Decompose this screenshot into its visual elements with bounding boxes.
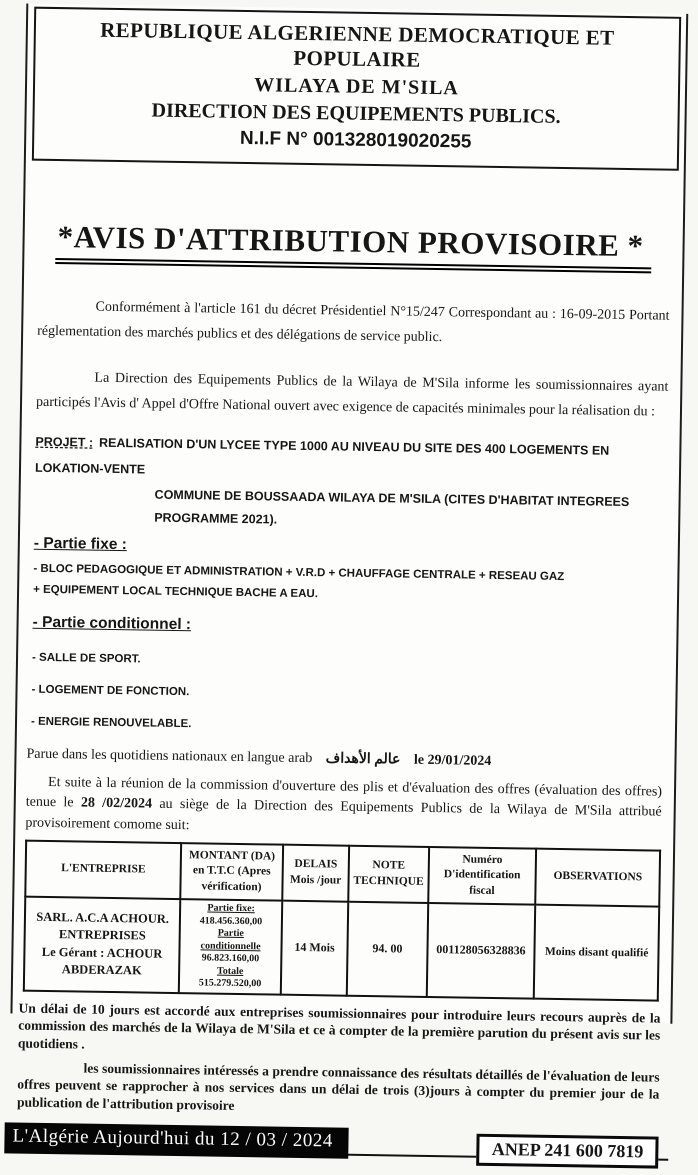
publication-text: Parue dans les quotidiens nationaux en langue arab [26,746,313,767]
project-section [34,429,667,539]
paragraph-announcement: La Direction des Equipements Publics de la Wilaya de M'Sila informe les soumissionnaires ayant participés l'Avis d' Appel d'Offre National ouvert avec exigence de capacités minimales pour la réalisation du : [35,370,669,419]
project-label: PROJET : [35,434,94,450]
col-header-nif: Numéro D'identification fiscal [428,847,537,905]
newspaper-name-arabic: عالم الأهداف [325,751,401,768]
montant-totale-label: Totale [216,965,244,977]
montant-partie-fixe-value: 418.456.360,00 [199,915,263,927]
evaluation-paragraph: Et suite à la réunion de la commission d'ouverture des plis et d'évaluation des offres (évaluation des offres) tenue le 28 /02/2024 au siège de la Direction des Equipements Publics de la Wilaya de M'Sila attribué provisoirement comome suit: [25,774,663,833]
table-row [24,897,659,1001]
project-line2: COMMUNE DE BOUSSAADA WILAYA DE M'SILA (CITES D'HABITAT INTEGREES PROGRAMME 2021). [154,487,630,527]
partie-conditionnelle-item: - LOGEMENT DE FONCTION. [31,683,190,699]
montant-totale-value: 515.279.520,00 [198,977,262,990]
cell-delais: 14 Mois [281,901,349,996]
col-header-delais: DELAIS Mois /jour [282,845,349,902]
project-title: REALISATION D'UN LYCEE TYPE 1000 AU NIVEAU DU SITE DES 400 LOGEMENTS EN LOKATION-VENTE [34,435,610,477]
cell-nif: 001128056328836 [426,903,535,999]
project-line1 [35,429,668,491]
partie-fixe-item: - BLOC PEDAGOGIQUE ET ADMINISTRATION + V.R.D + CHAUFFAGE CENTRALE + RESEAU GAZ [33,562,565,584]
partie-conditionnelle-item: - ENERGIE RENOUVELABLE. [30,715,192,731]
montant-partie-fixe-label: Partie fixe: [207,902,255,915]
cell-montant [179,899,282,995]
partie-fixe-heading: - Partie fixe : [33,534,127,554]
montant-partie-conditionnelle-value: 96.823.160,00 [201,952,260,965]
col-header-note-technique: NOTE TECHNIQUE [349,846,429,903]
recours-paragraph-1: Un délai de 10 jours est accordé aux entreprises soumissionnaires pour introduire leurs recours auprès de la commission des marchés de la Wilaya de M'Sila et ce à compter de la première parution du présent avis sur les quotidiens . [17,1000,661,1052]
award-table [23,840,661,1002]
document-title: *AVIS D'ATTRIBUTION PROVISOIRE * [24,219,682,265]
partie-conditionnelle-heading: - Partie conditionnel : [32,613,192,634]
footer [10,1123,669,1175]
letterhead-country: REPUBLIQUE ALGERIENNE DEMOCRATIQUE ET POPULAIRE [100,17,615,72]
evaluation-date: 28 /02/2024 [80,795,153,812]
letterhead-direction: DIRECTION DES EQUIPEMENTS PUBLICS. [151,99,561,128]
partie-fixe-items [33,563,677,606]
col-header-montant: MONTANT (DA) en T.T.C (Apres vérification) [181,843,283,901]
partie-conditionnelle-items [31,652,676,738]
partie-conditionnelle-item: - SALLE DE SPORT. [31,651,141,666]
letterhead-nif: N.I.F N° 001328019020255 [239,127,472,153]
letterhead [32,7,681,171]
recours-paragraph-2: les soumissionnaires intéressés a prendre connaissance des résultats détaillés de l'évaluation de leurs offres peuvent se rapprocher à nos services dans un délai de trois (3)jours à compter du premier jour de la publication de l'attribution provisoire [16,1060,660,1113]
montant-partie-conditionnelle-label: Partie conditionnelle [200,927,261,952]
partie-fixe-item: + EQUIPEMENT LOCAL TECHNIQUE BACHE A EAU. [33,583,319,601]
scanned-document-page [10,4,688,1162]
col-header-observations: OBSERVATIONS [536,849,661,907]
table-header-row [25,841,660,907]
col-header-entreprise: L'ENTREPRISE [25,841,181,899]
paragraph-decret: Conformément à l'article 161 du décret Présidentiel N°15/247 Correspondant au : 16-09-2015 Portant réglementation des marchés publics et des délégations de service public. [37,299,670,345]
cell-note-technique: 94. 00 [347,902,428,997]
cell-observations: Moins disant qualifié [534,905,659,1001]
anep-reference: ANEP 241 600 7819 [477,1134,659,1169]
journal-stamp: L'Algérie Aujourd'hui du 12 / 03 / 2024 [4,1123,349,1159]
publication-line [26,746,662,773]
cell-entreprise: SARL. A.C.A ACHOUR. ENTREPRISES Le Gérant : ACHOUR ABDERAZAK [24,897,181,993]
letterhead-wilaya: WILAYA DE M'SILA [254,74,460,100]
publication-date: le 29/01/2024 [413,752,492,769]
